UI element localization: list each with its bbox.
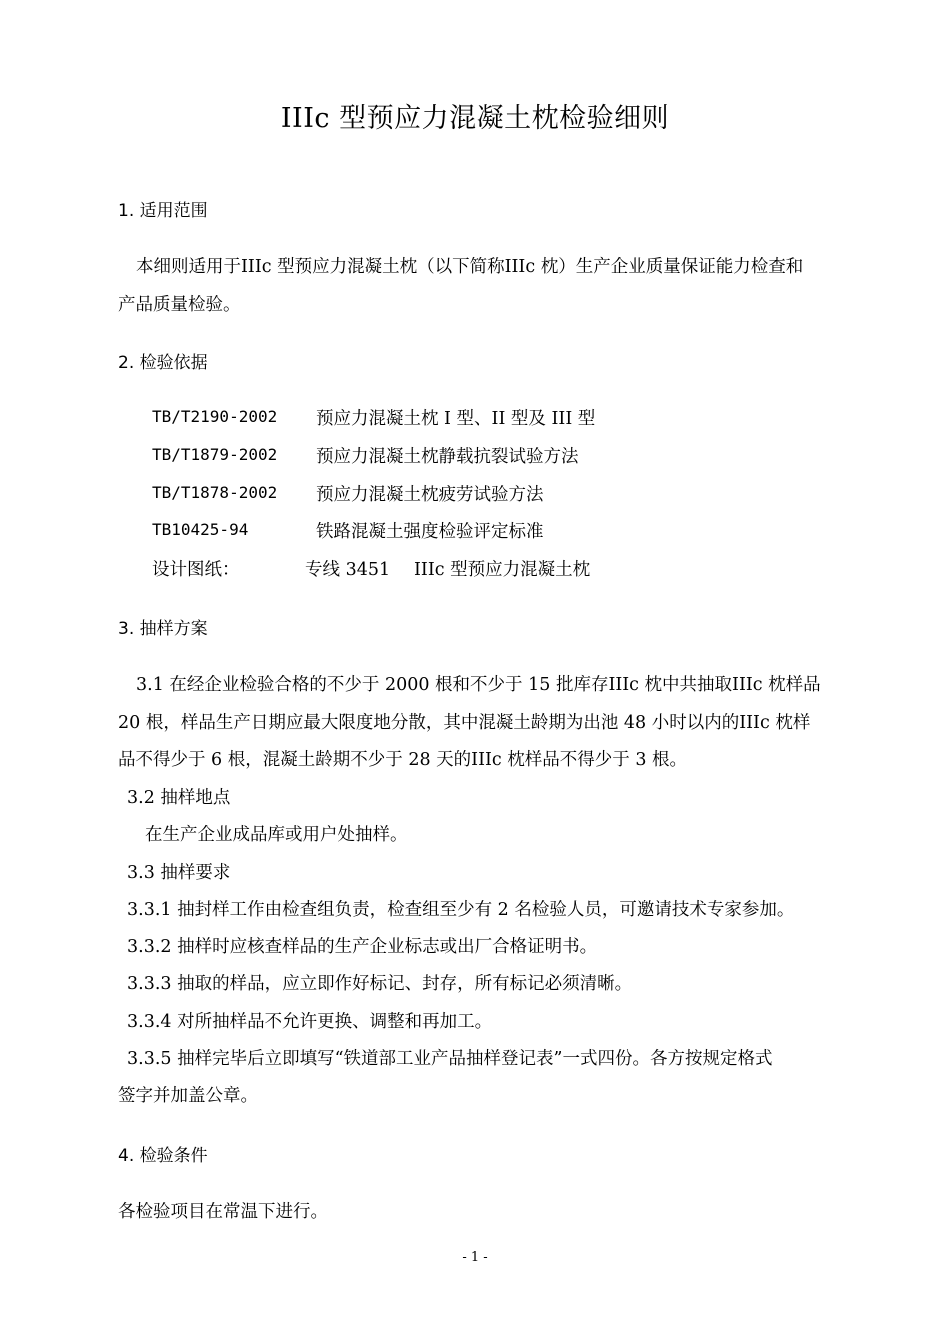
document-title: IIIc 型预应力混凝土枕检验细则 bbox=[280, 103, 670, 134]
reference-description: 预应力混凝土枕 I 型、II 型及 III 型 bbox=[316, 409, 596, 429]
reference-description: 铁路混凝土强度检验评定标准 bbox=[316, 522, 544, 542]
section-1-heading: 1. 适用范围 bbox=[118, 201, 208, 221]
section-1-paragraph-line-1: 本细则适用于IIIc 型预应力混凝土枕（以下简称IIIc 枕）生产企业质量保证能力检查和 bbox=[136, 257, 804, 277]
reference-code: TB/T1878-2002 bbox=[152, 483, 278, 502]
section-4-heading: 4. 检验条件 bbox=[118, 1146, 208, 1166]
clause-3-2-heading: 3.2 抽样地点 bbox=[127, 788, 231, 808]
design-drawing-code: 专线 3451 bbox=[305, 560, 391, 580]
clause-3-3-5-line-2: 签字并加盖公章。 bbox=[118, 1086, 258, 1106]
clause-3-1-line-1: 3.1 在经企业检验合格的不少于 2000 根和不少于 15 批库存IIIc 枕中共抽取IIIc 枕样品 bbox=[136, 675, 821, 695]
clause-3-3-4: 3.3.4 对所抽样品不允许更换、调整和再加工。 bbox=[127, 1012, 493, 1032]
page-number: - 1 - bbox=[462, 1250, 488, 1265]
clause-3-1-line-3: 品不得少于 6 根，混凝土龄期不少于 28 天的IIIc 枕样品不得少于 3 根。 bbox=[118, 750, 688, 770]
reference-code: TB10425-94 bbox=[152, 520, 249, 539]
clause-3-3-heading: 3.3 抽样要求 bbox=[127, 863, 231, 883]
reference-code: TB/T2190-2002 bbox=[152, 407, 278, 426]
reference-code: TB/T1879-2002 bbox=[152, 445, 278, 464]
clause-3-1-line-2: 20 根，样品生产日期应最大限度地分散，其中混凝土龄期为出池 48 小时以内的IIIc 枕样 bbox=[118, 713, 811, 733]
reference-description: 预应力混凝土枕疲劳试验方法 bbox=[316, 485, 544, 505]
design-drawing-description: IIIc 型预应力混凝土枕 bbox=[414, 560, 591, 580]
clause-3-2-body: 在生产企业成品库或用户处抽样。 bbox=[145, 825, 408, 845]
clause-3-3-2: 3.3.2 抽样时应核查样品的生产企业标志或出厂合格证明书。 bbox=[127, 937, 598, 957]
section-2-heading: 2. 检验依据 bbox=[118, 353, 208, 373]
reference-description: 预应力混凝土枕静载抗裂试验方法 bbox=[316, 447, 579, 467]
section-3-heading: 3. 抽样方案 bbox=[118, 619, 208, 639]
clause-3-3-5-line-1: 3.3.5 抽样完毕后立即填写“铁道部工业产品抽样登记表”一式四份。各方按规定格式 bbox=[127, 1049, 773, 1069]
section-1-paragraph-line-2: 产品质量检验。 bbox=[118, 295, 241, 315]
clause-3-3-1: 3.3.1 抽封样工作由检查组负责，检查组至少有 2 名检验人员，可邀请技术专家参加。 bbox=[127, 900, 795, 920]
clause-3-3-3: 3.3.3 抽取的样品，应立即作好标记、封存，所有标记必须清晰。 bbox=[127, 974, 633, 994]
section-4-body: 各检验项目在常温下进行。 bbox=[118, 1202, 328, 1222]
design-drawing-label: 设计图纸： bbox=[152, 560, 240, 580]
